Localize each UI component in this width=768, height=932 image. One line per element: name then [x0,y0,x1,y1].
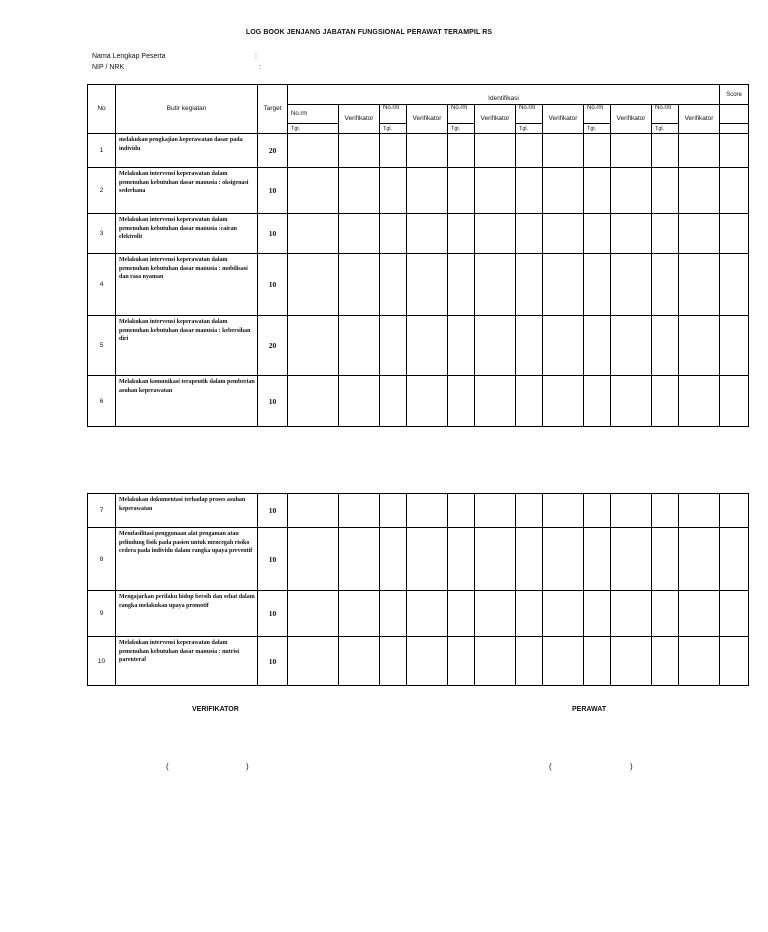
entry-cell [720,637,749,686]
header-norm-2: No.rm [380,105,407,124]
entry-cell [475,376,516,427]
table-row [88,254,749,316]
entry-cell [584,168,611,214]
entry-cell [543,168,584,214]
header-norm-1: No.rm [288,105,339,124]
entry-cell [407,376,448,427]
entry-cell [543,134,584,168]
row-number: 3 [88,214,116,254]
entry-cell [652,254,679,316]
activity-text: Melakukan intervensi keperawatan dalam pemenuhan kebutuhan dasar manusia : kebersihan diri [116,316,258,376]
entry-cell [407,637,448,686]
entry-cell [516,214,543,254]
header-norm-6: No.rm [652,105,679,124]
table-row [88,528,749,591]
row-number: 5 [88,316,116,376]
entry-cell [288,214,339,254]
entry-cell [611,134,652,168]
entry-cell [584,591,611,637]
entry-cell [584,528,611,591]
entry-cell [679,494,720,528]
entry-cell [339,316,380,376]
entry-cell [679,214,720,254]
entry-cell [448,254,475,316]
header-norm-4: No.rm [516,105,543,124]
target-value: 10 [258,214,288,254]
entry-cell [475,316,516,376]
perawat-close-paren: ) [630,762,633,771]
entry-cell [448,316,475,376]
entry-cell [584,376,611,427]
table-row [88,637,749,686]
entry-cell [543,254,584,316]
entry-cell [611,637,652,686]
entry-cell [611,528,652,591]
target-value: 20 [258,316,288,376]
entry-cell [339,591,380,637]
target-value: 10 [258,168,288,214]
row-number: 4 [88,254,116,316]
activity-text: Melakukan intervensi keperawatan dalam pemenuhan kebutuhan dasar manusia : nutrisi parenteral [116,637,258,686]
target-value: 10 [258,254,288,316]
entry-cell [380,316,407,376]
entry-cell [611,316,652,376]
entry-cell [288,528,339,591]
row-number: 10 [88,637,116,686]
entry-cell [407,528,448,591]
activity-text: Melakukan intervensi keperawatan dalam pemenuhan kebutuhan dasar manusia : oksigenasi sederhana [116,168,258,214]
entry-cell [448,494,475,528]
table-row [88,316,749,376]
entry-cell [380,637,407,686]
header-tgl-2: Tgl. [380,124,407,134]
entry-cell [448,214,475,254]
participant-nip-colon: : [259,64,261,71]
entry-cell [584,637,611,686]
entry-cell [543,316,584,376]
activity-text: Mengajarkan perilaku hidup bersih dan sehat dalam rangka melakukan upaya promotif [116,591,258,637]
entry-cell [720,528,749,591]
entry-cell [407,214,448,254]
participant-nip-row [92,64,261,71]
header-no: No [88,85,116,134]
entry-cell [720,254,749,316]
entry-cell [288,376,339,427]
entry-cell [288,168,339,214]
entry-cell [516,591,543,637]
logbook-table-part-2 [87,493,749,686]
entry-cell [516,494,543,528]
header-norm-3: No.rm [448,105,475,124]
entry-cell [611,591,652,637]
header-tgl-1: Tgl. [288,124,339,134]
entry-cell [720,376,749,427]
header-identifikasi: Identifikasi [288,85,720,105]
table-row [88,376,749,427]
entry-cell [720,591,749,637]
logbook-table-part-1 [87,84,749,427]
entry-cell [380,591,407,637]
entry-cell [288,254,339,316]
header-verifikator-1: Verifikator [339,105,380,134]
entry-cell [679,254,720,316]
entry-cell [652,168,679,214]
entry-cell [407,316,448,376]
entry-cell [475,494,516,528]
entry-cell [407,134,448,168]
entry-cell [611,168,652,214]
entry-cell [720,214,749,254]
entry-cell [543,214,584,254]
row-number: 1 [88,134,116,168]
entry-cell [407,254,448,316]
target-value: 10 [258,376,288,427]
entry-cell [448,591,475,637]
entry-cell [720,316,749,376]
activity-text: Melakukan dokumentasi terhadap proses asuhan keperawatan [116,494,258,528]
entry-cell [339,214,380,254]
entry-cell [339,168,380,214]
entry-cell [339,376,380,427]
header-verifikator-6: Verifikator [679,105,720,134]
entry-cell [380,134,407,168]
entry-cell [652,134,679,168]
entry-cell [475,214,516,254]
entry-cell [679,134,720,168]
header-tgl-4: Tgl. [516,124,543,134]
entry-cell [516,134,543,168]
entry-cell [584,254,611,316]
entry-cell [407,494,448,528]
entry-cell [516,637,543,686]
entry-cell [679,637,720,686]
header-tgl-6: Tgl. [652,124,679,134]
entry-cell [584,316,611,376]
entry-cell [652,376,679,427]
entry-cell [516,316,543,376]
table-row [88,168,749,214]
entry-cell [543,494,584,528]
row-number: 7 [88,494,116,528]
target-value: 10 [258,637,288,686]
entry-cell [543,376,584,427]
target-value: 20 [258,134,288,168]
header-score: Score [720,85,749,105]
header-score-blank [720,105,749,124]
activity-text: Melakukan intervensi keperawatan dalam pemenuhan kebutuhan dasar manusia : mobilisasi dan rasa nyaman [116,254,258,316]
entry-cell [679,168,720,214]
entry-cell [288,637,339,686]
entry-cell [288,134,339,168]
header-norm-5: No.rm [584,105,611,124]
row-number: 2 [88,168,116,214]
entry-cell [543,637,584,686]
entry-cell [475,168,516,214]
entry-cell [339,637,380,686]
entry-cell [652,316,679,376]
verifikator-close-paren: ) [246,762,249,771]
entry-cell [448,134,475,168]
row-number: 8 [88,528,116,591]
entry-cell [339,254,380,316]
entry-cell [339,134,380,168]
participant-name-row [92,53,257,60]
entry-cell [407,168,448,214]
entry-cell [448,528,475,591]
header-score-blank-2 [720,124,749,134]
entry-cell [380,214,407,254]
table-row [88,214,749,254]
entry-cell [679,376,720,427]
target-value: 10 [258,494,288,528]
entry-cell [339,494,380,528]
entry-cell [611,254,652,316]
entry-cell [475,254,516,316]
entry-cell [720,168,749,214]
target-value: 10 [258,591,288,637]
entry-cell [611,494,652,528]
entry-cell [448,376,475,427]
entry-cell [407,591,448,637]
header-verifikator-4: Verifikator [543,105,584,134]
entry-cell [380,376,407,427]
entry-cell [584,214,611,254]
header-verifikator-3: Verifikator [475,105,516,134]
participant-name-label: Nama Lengkap Peserta [92,53,166,60]
verifikator-open-paren: ( [166,762,169,771]
participant-name-colon: : [255,53,257,60]
participant-nip-label: NIP / NRK [92,64,125,71]
entry-cell [679,316,720,376]
entry-cell [652,591,679,637]
header-tgl-3: Tgl. [448,124,475,134]
entry-cell [516,528,543,591]
perawat-signature-label: PERAWAT [572,706,607,713]
header-butir-kegiatan: Butir kegiatan [116,85,258,134]
perawat-open-paren: ( [549,762,552,771]
row-number: 9 [88,591,116,637]
page-title: LOG BOOK JENJANG JABATAN FUNGSIONAL PERAWAT TERAMPIL RS [245,29,493,36]
header-target: Target [258,85,288,134]
entry-cell [380,168,407,214]
entry-cell [516,376,543,427]
activity-text: melakukan pengkajian keperawatan dasar pada individu [116,134,258,168]
entry-cell [720,494,749,528]
entry-cell [288,494,339,528]
entry-cell [475,134,516,168]
activity-text: Memfasilitasi penggunaan alat pengaman atau pelindung fisik pada pasien untuk mencegah risiko cedera pada individu dalam rangka upaya preventif [116,528,258,591]
table-row [88,591,749,637]
entry-cell [543,528,584,591]
activity-text: Melakukan intervensi keperawatan dalam pemenuhan kebutuhan dasar manusia :cairan elektrolit [116,214,258,254]
entry-cell [611,214,652,254]
entry-cell [475,637,516,686]
entry-cell [475,591,516,637]
table-row [88,134,749,168]
target-value: 10 [258,528,288,591]
entry-cell [611,376,652,427]
header-verifikator-2: Verifikator [407,105,448,134]
entry-cell [584,134,611,168]
entry-cell [516,168,543,214]
entry-cell [679,591,720,637]
entry-cell [652,494,679,528]
entry-cell [652,214,679,254]
entry-cell [584,494,611,528]
entry-cell [475,528,516,591]
row-number: 6 [88,376,116,427]
entry-cell [652,637,679,686]
entry-cell [516,254,543,316]
header-verifikator-5: Verifikator [611,105,652,134]
entry-cell [288,316,339,376]
entry-cell [543,591,584,637]
entry-cell [652,528,679,591]
header-tgl-5: Tgl. [584,124,611,134]
activity-text: Melakukan komunikasi terapeutik dalam pemberian asuhan keperawatan [116,376,258,427]
entry-cell [339,528,380,591]
entry-cell [679,528,720,591]
verifikator-signature-label: VERIFIKATOR [192,706,239,713]
entry-cell [448,637,475,686]
entry-cell [720,134,749,168]
entry-cell [448,168,475,214]
entry-cell [380,528,407,591]
table-row [88,494,749,528]
entry-cell [380,254,407,316]
entry-cell [380,494,407,528]
entry-cell [288,591,339,637]
